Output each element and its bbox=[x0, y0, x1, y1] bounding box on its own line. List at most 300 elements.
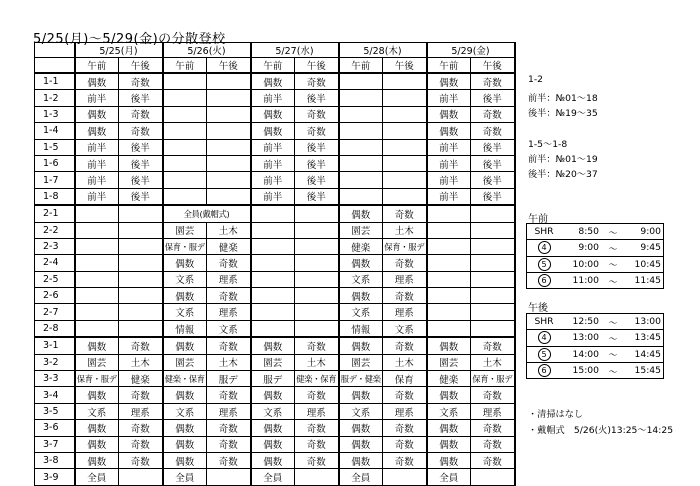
schedule-cell: 前半 bbox=[251, 172, 295, 188]
schedule-cell bbox=[339, 123, 383, 139]
end-time: 15:45 bbox=[625, 362, 664, 378]
table-row bbox=[35, 288, 515, 304]
schedule-cell: 土木 bbox=[207, 222, 251, 238]
start-time: 12:50 bbox=[561, 314, 601, 330]
schedule-cell: 奇数 bbox=[471, 387, 515, 403]
class-label: 3-7 bbox=[35, 436, 75, 452]
class-label: 2-7 bbox=[35, 304, 75, 320]
schedule-cell bbox=[251, 304, 295, 320]
class-label: 2-3 bbox=[35, 238, 75, 254]
schedule-cell: 全員 bbox=[75, 469, 119, 485]
schedule-cell: 服デ・健楽 bbox=[339, 371, 383, 387]
schedule-cell: 奇数 bbox=[207, 436, 251, 452]
schedule-cell: 前半 bbox=[251, 90, 295, 106]
note-no-cleaning: ・清掃はなし bbox=[528, 409, 584, 420]
schedule-cell: 奇数 bbox=[207, 337, 251, 354]
schedule-cell: 偶数 bbox=[75, 73, 119, 90]
schedule-cell bbox=[163, 123, 207, 139]
schedule-cell bbox=[295, 320, 339, 337]
schedule-cell: 服デ bbox=[251, 371, 295, 387]
schedule-table bbox=[34, 42, 516, 486]
schedule-cell: 全員 bbox=[427, 469, 471, 485]
schedule-cell: 偶数 bbox=[339, 387, 383, 403]
schedule-cell: 文系 bbox=[75, 403, 119, 419]
schedule-cell: 健楽 bbox=[427, 371, 471, 387]
schedule-cell bbox=[119, 222, 163, 238]
schedule-cell bbox=[207, 73, 251, 90]
schedule-cell bbox=[251, 271, 295, 287]
table-row bbox=[35, 222, 515, 238]
start-time: 8:50 bbox=[561, 224, 601, 240]
schedule-cell bbox=[119, 205, 163, 222]
schedule-cell: 保育・服デ bbox=[163, 238, 207, 254]
schedule-cell: 奇数 bbox=[471, 420, 515, 436]
schedule-cell bbox=[163, 73, 207, 90]
table-row bbox=[35, 436, 515, 452]
class-label: 3-6 bbox=[35, 420, 75, 436]
schedule-cell: 奇数 bbox=[207, 452, 251, 468]
day-header: 5/25(月) bbox=[75, 43, 163, 58]
schedule-cell: 奇数 bbox=[207, 255, 251, 271]
schedule-cell: 偶数 bbox=[75, 452, 119, 468]
schedule-cell bbox=[383, 73, 427, 90]
schedule-cell: 文系 bbox=[251, 403, 295, 419]
class-label: 2-4 bbox=[35, 255, 75, 271]
schedule-cell: 文系 bbox=[339, 403, 383, 419]
schedule-cell: 前半 bbox=[251, 188, 295, 205]
schedule-cell: 奇数 bbox=[471, 73, 515, 90]
note-1-2-second: 後半：№19〜35 bbox=[528, 108, 598, 119]
schedule-cell: 奇数 bbox=[383, 288, 427, 304]
header-corner bbox=[35, 58, 75, 74]
schedule-cell: 前半 bbox=[75, 172, 119, 188]
time-row bbox=[527, 240, 664, 256]
end-time: 9:00 bbox=[625, 224, 664, 240]
schedule-cell: 偶数 bbox=[251, 123, 295, 139]
schedule-cell bbox=[471, 271, 515, 287]
schedule-cell bbox=[295, 238, 339, 254]
schedule-cell bbox=[339, 73, 383, 90]
period-label: SHR bbox=[527, 314, 562, 330]
schedule-cell: 奇数 bbox=[471, 337, 515, 354]
period-number-circle: 6 bbox=[538, 274, 551, 287]
schedule-cell: 後半 bbox=[295, 188, 339, 205]
schedule-cell bbox=[471, 304, 515, 320]
note-1-5-head: 1-5〜1-8 bbox=[528, 139, 568, 150]
am-time-table bbox=[526, 223, 664, 289]
start-time: 14:00 bbox=[561, 346, 601, 362]
class-label: 3-2 bbox=[35, 354, 75, 370]
table-row bbox=[35, 354, 515, 370]
schedule-cell bbox=[207, 106, 251, 122]
schedule-cell: 前半 bbox=[427, 188, 471, 205]
class-label: 3-1 bbox=[35, 337, 75, 354]
schedule-cell: 奇数 bbox=[295, 106, 339, 122]
schedule-cell bbox=[75, 222, 119, 238]
schedule-cell: 偶数 bbox=[75, 337, 119, 354]
schedule-cell: 園芸 bbox=[163, 354, 207, 370]
schedule-cell bbox=[163, 106, 207, 122]
schedule-cell: 園芸 bbox=[75, 354, 119, 370]
schedule-cell: 健楽・保育 bbox=[163, 371, 207, 387]
class-label: 3-4 bbox=[35, 387, 75, 403]
table-row bbox=[35, 238, 515, 254]
schedule-cell bbox=[427, 238, 471, 254]
time-tilde: 〜 bbox=[601, 346, 625, 362]
schedule-cell bbox=[207, 172, 251, 188]
schedule-cell bbox=[251, 222, 295, 238]
am-header: 午前 bbox=[251, 58, 295, 74]
table-row bbox=[35, 320, 515, 337]
schedule-cell: 偶数 bbox=[163, 288, 207, 304]
schedule-cell: 奇数 bbox=[383, 337, 427, 354]
class-label: 1-5 bbox=[35, 139, 75, 155]
schedule-cell: 偶数 bbox=[75, 420, 119, 436]
schedule-cell: 前半 bbox=[427, 139, 471, 155]
time-row bbox=[527, 346, 664, 362]
schedule-cell bbox=[119, 238, 163, 254]
end-time: 10:45 bbox=[625, 256, 664, 272]
schedule-cell: 奇数 bbox=[119, 420, 163, 436]
schedule-cell: 土木 bbox=[119, 354, 163, 370]
period-number-circle: 4 bbox=[538, 241, 551, 254]
schedule-cell bbox=[427, 304, 471, 320]
schedule-cell: 後半 bbox=[471, 90, 515, 106]
schedule-cell: 後半 bbox=[471, 155, 515, 171]
period-label bbox=[527, 240, 562, 256]
pm-header: 午後 bbox=[471, 58, 515, 74]
schedule-cell: 奇数 bbox=[295, 420, 339, 436]
note-capping-ceremony: ・戴帽式 5/26(火)13:25〜14:25 bbox=[528, 425, 674, 436]
schedule-cell: 後半 bbox=[119, 188, 163, 205]
end-time: 9:45 bbox=[625, 240, 664, 256]
table-row bbox=[35, 271, 515, 287]
note-1-2-head: 1-2 bbox=[528, 74, 544, 85]
table-row bbox=[35, 304, 515, 320]
schedule-cell bbox=[383, 106, 427, 122]
schedule-cell: 文系 bbox=[163, 271, 207, 287]
schedule-cell: 奇数 bbox=[383, 420, 427, 436]
schedule-cell bbox=[207, 123, 251, 139]
schedule-cell bbox=[427, 205, 471, 222]
schedule-cell: 偶数 bbox=[251, 337, 295, 354]
schedule-cell bbox=[471, 238, 515, 254]
schedule-cell: 偶数 bbox=[251, 387, 295, 403]
table-row bbox=[35, 469, 515, 485]
am-header: 午前 bbox=[339, 58, 383, 74]
schedule-cell bbox=[251, 255, 295, 271]
schedule-cell: 奇数 bbox=[119, 337, 163, 354]
schedule-cell: 偶数 bbox=[163, 387, 207, 403]
schedule-cell: 奇数 bbox=[383, 255, 427, 271]
class-label: 2-5 bbox=[35, 271, 75, 287]
class-label: 1-7 bbox=[35, 172, 75, 188]
schedule-cell: 保育・服デ bbox=[75, 371, 119, 387]
schedule-cell: 文系 bbox=[427, 403, 471, 419]
schedule-cell bbox=[383, 123, 427, 139]
table-row bbox=[35, 205, 515, 222]
table-row bbox=[35, 420, 515, 436]
class-label: 2-6 bbox=[35, 288, 75, 304]
schedule-cell: 土木 bbox=[295, 354, 339, 370]
table-row bbox=[35, 188, 515, 205]
schedule-cell: 奇数 bbox=[295, 452, 339, 468]
table-row bbox=[35, 403, 515, 419]
schedule-cell bbox=[207, 469, 251, 485]
schedule-cell: 前半 bbox=[427, 90, 471, 106]
class-label: 1-8 bbox=[35, 188, 75, 205]
schedule-cell: 奇数 bbox=[383, 387, 427, 403]
schedule-cell: 園芸 bbox=[339, 354, 383, 370]
schedule-cell: 文系 bbox=[383, 320, 427, 337]
table-row bbox=[35, 139, 515, 155]
schedule-cell: 奇数 bbox=[383, 436, 427, 452]
time-tilde: 〜 bbox=[601, 314, 625, 330]
schedule-cell: 偶数 bbox=[163, 255, 207, 271]
time-tilde: 〜 bbox=[601, 330, 625, 346]
schedule-cell bbox=[471, 288, 515, 304]
am-header: 午前 bbox=[75, 58, 119, 74]
schedule-cell bbox=[427, 288, 471, 304]
table-row bbox=[35, 452, 515, 468]
schedule-cell bbox=[207, 139, 251, 155]
schedule-cell: 奇数 bbox=[471, 452, 515, 468]
schedule-cell: 前半 bbox=[251, 139, 295, 155]
schedule-cell: 偶数 bbox=[75, 387, 119, 403]
schedule-cell: 理系 bbox=[207, 271, 251, 287]
schedule-cell bbox=[339, 139, 383, 155]
period-label: SHR bbox=[527, 224, 562, 240]
schedule-cell: 奇数 bbox=[119, 73, 163, 90]
schedule-cell: 偶数 bbox=[75, 123, 119, 139]
schedule-cell: 情報 bbox=[339, 320, 383, 337]
schedule-cell bbox=[471, 469, 515, 485]
schedule-cell: 情報 bbox=[163, 320, 207, 337]
schedule-cell: 奇数 bbox=[471, 123, 515, 139]
schedule-cell bbox=[427, 320, 471, 337]
schedule-cell: 文系 bbox=[339, 271, 383, 287]
schedule-cell: 園芸 bbox=[339, 222, 383, 238]
time-tilde: 〜 bbox=[601, 224, 625, 240]
schedule-cell bbox=[383, 172, 427, 188]
schedule-cell: 後半 bbox=[471, 188, 515, 205]
pm-header: 午後 bbox=[119, 58, 163, 74]
time-tilde: 〜 bbox=[601, 240, 625, 256]
schedule-cell: 園芸 bbox=[251, 354, 295, 370]
schedule-cell: 後半 bbox=[471, 139, 515, 155]
schedule-cell: 偶数 bbox=[75, 106, 119, 122]
schedule-cell bbox=[119, 469, 163, 485]
schedule-cell bbox=[295, 304, 339, 320]
schedule-cell: 偶数 bbox=[427, 106, 471, 122]
schedule-cell bbox=[75, 271, 119, 287]
schedule-cell: 偶数 bbox=[163, 436, 207, 452]
schedule-cell bbox=[75, 205, 119, 222]
schedule-cell: 偶数 bbox=[75, 436, 119, 452]
class-label: 1-4 bbox=[35, 123, 75, 139]
table-row bbox=[35, 337, 515, 354]
schedule-cell bbox=[251, 288, 295, 304]
table-row bbox=[35, 371, 515, 387]
start-time: 15:00 bbox=[561, 362, 601, 378]
schedule-cell: 偶数 bbox=[251, 73, 295, 90]
end-time: 14:45 bbox=[625, 346, 664, 362]
schedule-cell bbox=[383, 90, 427, 106]
schedule-cell: 偶数 bbox=[339, 205, 383, 222]
schedule-cell: 奇数 bbox=[295, 387, 339, 403]
period-number-circle: 5 bbox=[538, 348, 551, 361]
page-title: 5/25(月)〜5/29(金)の分散登校 bbox=[33, 32, 226, 47]
schedule-cell: 偶数 bbox=[339, 420, 383, 436]
time-tilde: 〜 bbox=[601, 362, 625, 378]
schedule-cell: 偶数 bbox=[427, 436, 471, 452]
pm-header: 午後 bbox=[383, 58, 427, 74]
schedule-cell bbox=[427, 271, 471, 287]
schedule-cell: 偶数 bbox=[427, 123, 471, 139]
schedule-cell bbox=[471, 255, 515, 271]
schedule-cell: 前半 bbox=[251, 155, 295, 171]
schedule-cell: 偶数 bbox=[163, 420, 207, 436]
schedule-cell: 後半 bbox=[295, 90, 339, 106]
note-1-5-second: 後半：№20〜37 bbox=[528, 169, 598, 180]
table-row bbox=[35, 106, 515, 122]
schedule-cell: 偶数 bbox=[427, 452, 471, 468]
schedule-cell: 文系 bbox=[207, 320, 251, 337]
class-label: 3-3 bbox=[35, 371, 75, 387]
schedule-cell bbox=[75, 288, 119, 304]
schedule-cell bbox=[295, 255, 339, 271]
table-row bbox=[35, 387, 515, 403]
schedule-cell bbox=[163, 188, 207, 205]
start-time: 9:00 bbox=[561, 240, 601, 256]
period-number-circle: 5 bbox=[538, 258, 551, 271]
schedule-cell bbox=[383, 188, 427, 205]
time-row bbox=[527, 256, 664, 272]
am-times-label: 午前 bbox=[528, 214, 548, 225]
time-row bbox=[527, 224, 664, 240]
schedule-cell: 後半 bbox=[119, 172, 163, 188]
schedule-cell: 全員 bbox=[163, 469, 207, 485]
schedule-cell: 後半 bbox=[295, 155, 339, 171]
schedule-cell: 理系 bbox=[295, 403, 339, 419]
schedule-cell bbox=[471, 205, 515, 222]
period-number-circle: 4 bbox=[538, 331, 551, 344]
schedule-cell: 土木 bbox=[207, 354, 251, 370]
schedule-cell: 後半 bbox=[119, 155, 163, 171]
start-time: 10:00 bbox=[561, 256, 601, 272]
schedule-cell: 全員(戴帽式) bbox=[163, 205, 251, 222]
schedule-cell: 後半 bbox=[119, 139, 163, 155]
table-row bbox=[35, 73, 515, 90]
schedule-cell: 偶数 bbox=[427, 337, 471, 354]
schedule-cell: 奇数 bbox=[295, 73, 339, 90]
schedule-cell: 偶数 bbox=[251, 106, 295, 122]
note-1-2-first: 前半：№01〜18 bbox=[528, 93, 598, 104]
schedule-cell: 健楽 bbox=[207, 238, 251, 254]
schedule-cell: 奇数 bbox=[119, 436, 163, 452]
class-label: 2-2 bbox=[35, 222, 75, 238]
schedule-cell: 奇数 bbox=[119, 387, 163, 403]
schedule-cell: 後半 bbox=[295, 172, 339, 188]
schedule-cell: 理系 bbox=[471, 403, 515, 419]
class-label: 1-1 bbox=[35, 73, 75, 90]
time-row bbox=[527, 314, 664, 330]
schedule-cell bbox=[75, 255, 119, 271]
period-label bbox=[527, 346, 562, 362]
schedule-cell: 園芸 bbox=[163, 222, 207, 238]
pm-time-table bbox=[526, 313, 664, 379]
schedule-cell: 健楽・保育 bbox=[295, 371, 339, 387]
schedule-cell: 偶数 bbox=[339, 452, 383, 468]
schedule-cell: 後半 bbox=[295, 139, 339, 155]
schedule-cell: 奇数 bbox=[207, 420, 251, 436]
schedule-cell: 奇数 bbox=[383, 205, 427, 222]
class-label: 3-9 bbox=[35, 469, 75, 485]
schedule-cell: 服デ bbox=[207, 371, 251, 387]
schedule-cell: 奇数 bbox=[383, 452, 427, 468]
schedule-cell: 理系 bbox=[207, 304, 251, 320]
schedule-cell bbox=[251, 238, 295, 254]
pm-header: 午後 bbox=[295, 58, 339, 74]
class-label: 1-6 bbox=[35, 155, 75, 171]
schedule-cell: 偶数 bbox=[339, 255, 383, 271]
am-header: 午前 bbox=[427, 58, 471, 74]
pm-times-label: 午後 bbox=[528, 303, 548, 314]
schedule-cell: 奇数 bbox=[207, 288, 251, 304]
end-time: 11:45 bbox=[625, 272, 664, 288]
schedule-cell: 健楽 bbox=[119, 371, 163, 387]
schedule-cell: 偶数 bbox=[339, 288, 383, 304]
schedule-cell: 全員 bbox=[251, 469, 295, 485]
schedule-cell: 理系 bbox=[119, 403, 163, 419]
schedule-cell: 全員 bbox=[339, 469, 383, 485]
schedule-cell bbox=[207, 90, 251, 106]
schedule-cell bbox=[427, 222, 471, 238]
schedule-cell: 理系 bbox=[383, 271, 427, 287]
schedule-cell: 文系 bbox=[339, 304, 383, 320]
schedule-cell bbox=[339, 188, 383, 205]
schedule-cell bbox=[75, 238, 119, 254]
schedule-cell bbox=[207, 155, 251, 171]
schedule-cell bbox=[251, 320, 295, 337]
schedule-cell bbox=[339, 106, 383, 122]
schedule-cell: 偶数 bbox=[163, 452, 207, 468]
table-row bbox=[35, 155, 515, 171]
schedule-cell bbox=[75, 304, 119, 320]
schedule-cell bbox=[295, 222, 339, 238]
schedule-cell bbox=[471, 222, 515, 238]
schedule-cell bbox=[471, 320, 515, 337]
schedule-cell: 理系 bbox=[207, 403, 251, 419]
period-label bbox=[527, 256, 562, 272]
schedule-cell bbox=[339, 155, 383, 171]
table-row bbox=[35, 90, 515, 106]
schedule-cell: 後半 bbox=[471, 172, 515, 188]
schedule-cell: 前半 bbox=[427, 172, 471, 188]
schedule-cell: 偶数 bbox=[251, 452, 295, 468]
table-row bbox=[35, 255, 515, 271]
schedule-cell: 前半 bbox=[427, 155, 471, 171]
am-header: 午前 bbox=[163, 58, 207, 74]
day-header: 5/28(木) bbox=[339, 43, 427, 58]
schedule-cell: 土木 bbox=[383, 222, 427, 238]
schedule-cell: 偶数 bbox=[427, 73, 471, 90]
schedule-cell: 文系 bbox=[163, 304, 207, 320]
schedule-cell: 偶数 bbox=[163, 337, 207, 354]
day-header: 5/26(火) bbox=[163, 43, 251, 58]
schedule-cell bbox=[295, 469, 339, 485]
schedule-cell bbox=[119, 288, 163, 304]
